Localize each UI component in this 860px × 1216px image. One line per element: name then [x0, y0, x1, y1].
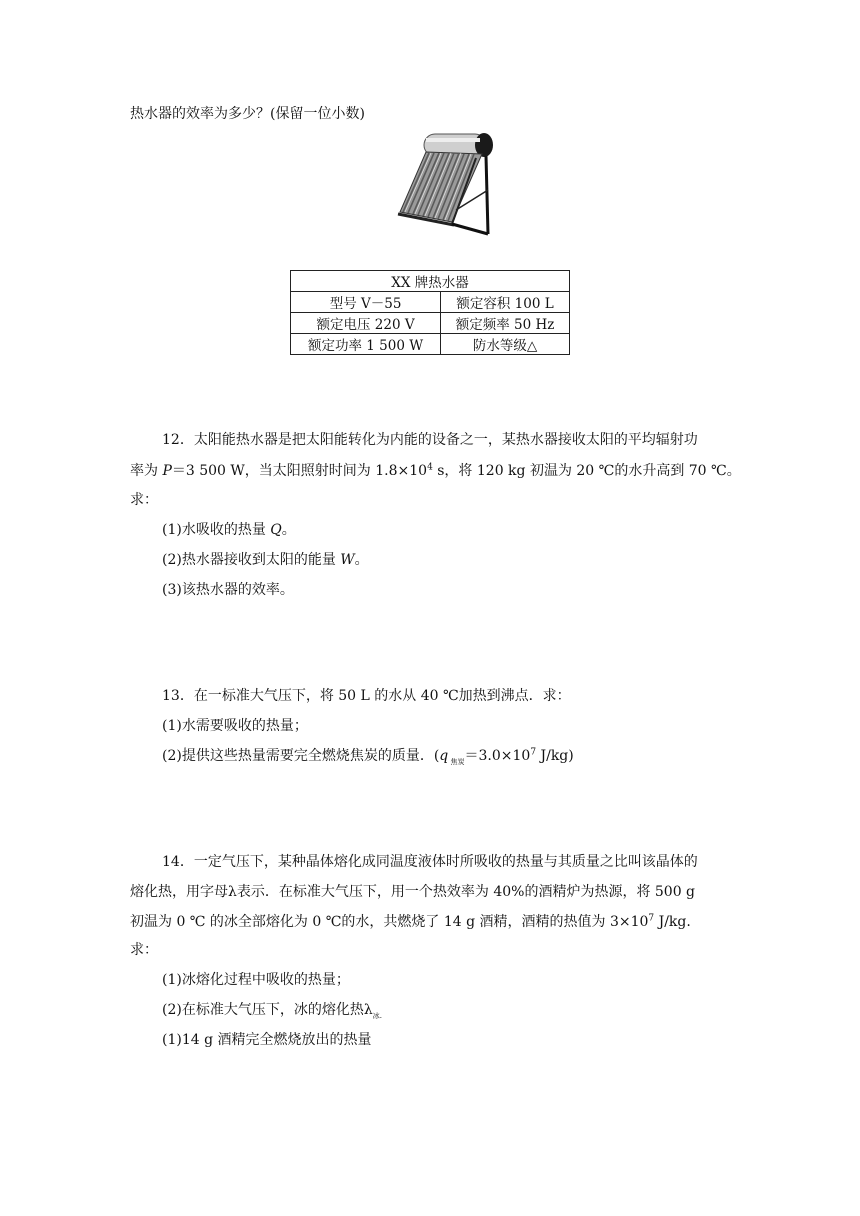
q12-sub-3: (3)该热水器的效率。: [162, 582, 294, 598]
q12-sub-1: (1)水吸收的热量 Q。: [162, 522, 296, 538]
q12-line-3: 求：: [130, 492, 158, 508]
table-cell: 型号 V－55: [291, 292, 441, 313]
table-row: [291, 334, 570, 355]
q14-line-2: 熔化热，用字母λ表示．在标准大气压下，用一个热效率为 40%的酒精炉为热源，将 500 g: [130, 884, 696, 900]
q11-question-tail: 热水器的效率为多少？(保留一位小数): [130, 106, 365, 122]
table-cell: 额定容积 100 L: [441, 292, 570, 313]
table-cell: 额定频率 50 Hz: [441, 313, 570, 334]
q14-sub-1: (1)冰熔化过程中吸收的热量；: [162, 972, 350, 988]
table-title: XX 牌热水器: [291, 271, 570, 292]
table-cell: 额定功率 1 500 W: [291, 334, 441, 355]
q13-sub-1: (1)水需要吸收的热量；: [162, 718, 308, 734]
q12-line-1: 12．太阳能热水器是把太阳能转化为内能的设备之一，某热水器接收太阳的平均辐射功: [162, 432, 698, 448]
table-cell: 防水等级△: [441, 334, 570, 355]
q14-line-4: 求：: [130, 942, 158, 958]
table-row: [291, 313, 570, 334]
solar-water-heater-image: [396, 130, 496, 238]
q12-line-2: 率为 P＝3 500 W，当太阳照射时间为 $1.8\times 10^4$ s，将 120 kg 初温为 20 ℃的水升高到 70 ℃。: [130, 462, 741, 479]
q14-line-1: 14．一定气压下，某种晶体熔化成同温度液体时所吸收的热量与其质量之比叫该晶体的: [162, 854, 698, 870]
water-heater-spec-table: [290, 270, 570, 355]
table-row: [291, 292, 570, 313]
table-cell: 额定电压 220 V: [291, 313, 441, 334]
q14-sub-3: (1)14 g 酒精完全燃烧放出的热量: [162, 1032, 372, 1048]
q13-sub-2: (2)提供这些热量需要完全燃烧焦炭的质量．(q $_{焦炭}=3.0\times 10^7$ J/kg): [162, 747, 574, 766]
q14-sub-2: (2)在标准大气压下，冰的熔化热$\lambda_{冰.}$: [162, 1002, 382, 1020]
q14-line-3: 初温为 0 ℃ 的冰全部熔化为 0 ℃的水，共燃烧了 14 g 酒精，酒精的热值为 $3\times 10^7$ J/kg.: [130, 913, 691, 930]
q13-line-1: 13．在一标准大气压下，将 50 L 的水从 40 ℃加热到沸点．求：: [162, 688, 571, 704]
q12-sub-2: (2)热水器接收到太阳的能量 W。: [162, 552, 369, 568]
